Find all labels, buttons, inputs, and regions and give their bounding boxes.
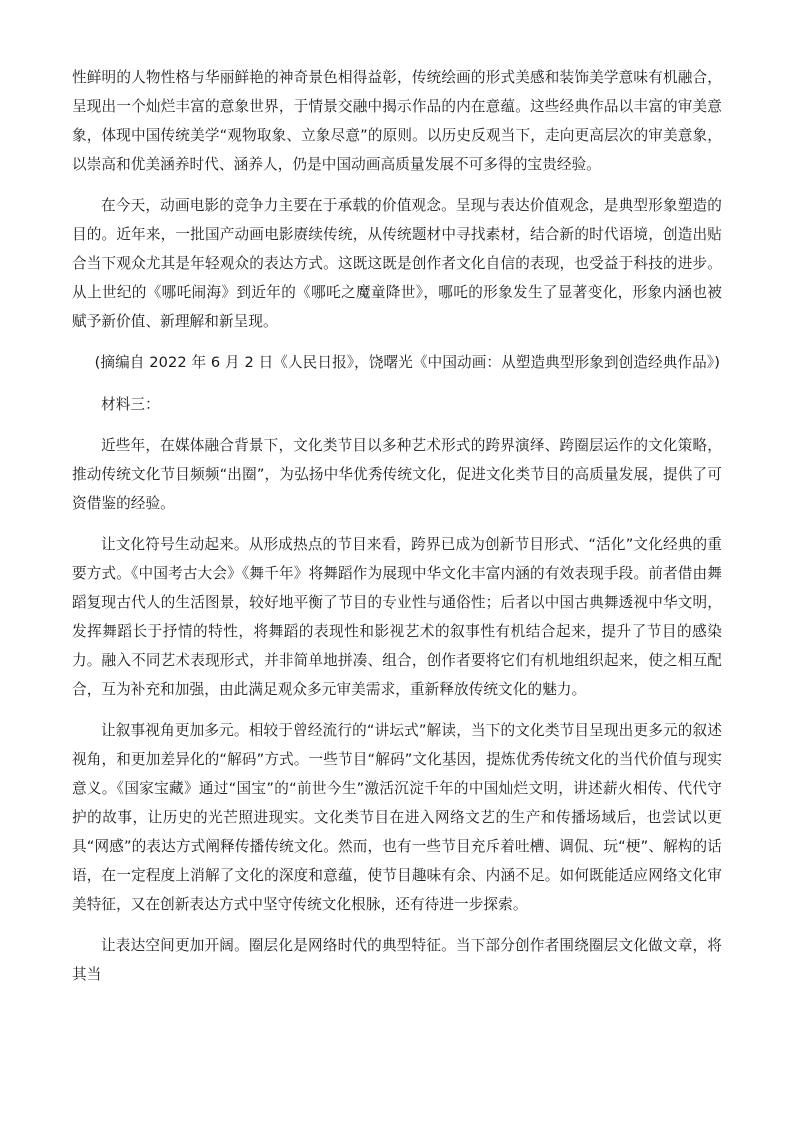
paragraph-narrative-perspective: 让叙事视角更加多元。相较于曾经流行的“讲坛式”解读，当下的文化类节目呈现出更多元的叙述视角，和更加差异化的“解码”方式。一些节目“解码”文化基因，提炼优秀传统文化的当代价值与现实意义。《国家宝藏》通过“国宝”的“前世今生”激活沉淀千年的中国灿烂文明，讲述薪火相传、代代守护的故事，让历史的光芒照进现实。文化类节目在进入网络文艺的生产和传播场域后，也尝试以更具“网感”的表达方式阐释传播传统文化。然而，也有一些节目充斥着吐槽、调侃、玩“梗”、解构的话语，在一定程度上消解了文化的深度和意蕴，使节目趣味有余、内涵不足。如何既能适应网络文化审美特征，又在创新表达方式中坚守传统文化根脉，还有待进一步探索。	[72, 722, 722, 913]
paragraph-material-intro: 近些年，在媒体融合背景下，文化类节目以多种艺术形式的跨界演绎、跨圈层运作的文化策略，推动传统文化节目频频“出圈”，为弘扬中华优秀传统文化，促进文化类节目的高质量发展，提供了可资借鉴的经验。	[72, 436, 722, 512]
paragraph-cultural-symbols: 让文化符号生动起来。从形成热点的节目来看，跨界已成为创新节目形式、“活化”文化经典的重要方式。《中国考古大会》《舞千年》将舞蹈作为展现中华文化丰富内涵的有效表现手段。前者借由舞蹈复现古代人的生活图景，较好地平衡了节目的专业性与通俗性；后者以中国古典舞透视中华文明，发挥舞蹈长于抒情的特性，将舞蹈的表现性和影视艺术的叙事性有机结合起来，提升了节目的感染力。融入不同艺术表现形式，并非简单地拼凑、组合，创作者要将它们有机地组织起来，使之相互配合，互为补充和加强，由此满足观众多元审美需求，重新释放传统文化的魅力。	[72, 536, 722, 698]
material-three-heading: 材料三：	[101, 395, 160, 413]
paragraph-continued: 性鲜明的人物性格与华丽鲜艳的神奇景色相得益彰，传统绘画的形式美感和装饰美学意味有机融合，呈现出一个灿烂丰富的意象世界，于情景交融中揭示作品的内在意蕴。这些经典作品以丰富的审美意象，体现中国传统美学“观物取象、立象尽意”的原则。以历史反观当下，走向更高层次的审美意象，以崇高和优美涵养时代、涵养人，仍是中国动画高质量发展不可多得的宝贵经验。	[72, 69, 722, 173]
document-page	[72, 64, 722, 1002]
source-citation: (摘编自 2022 年 6 月 2 日《人民日报》，饶曙光《中国动画：从塑造典型形象到创造经典作品》)	[94, 354, 720, 372]
paragraph-animation-values: 在今天，动画电影的竞争力主要在于承载的价值观念。呈现与表达价值观念，是典型形象塑造的目的。近年来，一批国产动画电影赓续传统，从传统题材中寻找素材，结合新的时代语境，创造出贴合当下观众尤其是年轻观众的表达方式。这既这既是创作者文化自信的表现，也受益于科技的进步。从上世纪的《哪吒闹海》到近年的《哪吒之魔童降世》，哪吒的形象发生了显著变化，形象内涵也被赋予新价值、新理解和新呈现。	[72, 197, 722, 330]
paragraph-expression-space: 让表达空间更加开阔。圈层化是网络时代的典型特征。当下部分创作者围绕圈层文化做文章，将其当	[72, 936, 722, 983]
